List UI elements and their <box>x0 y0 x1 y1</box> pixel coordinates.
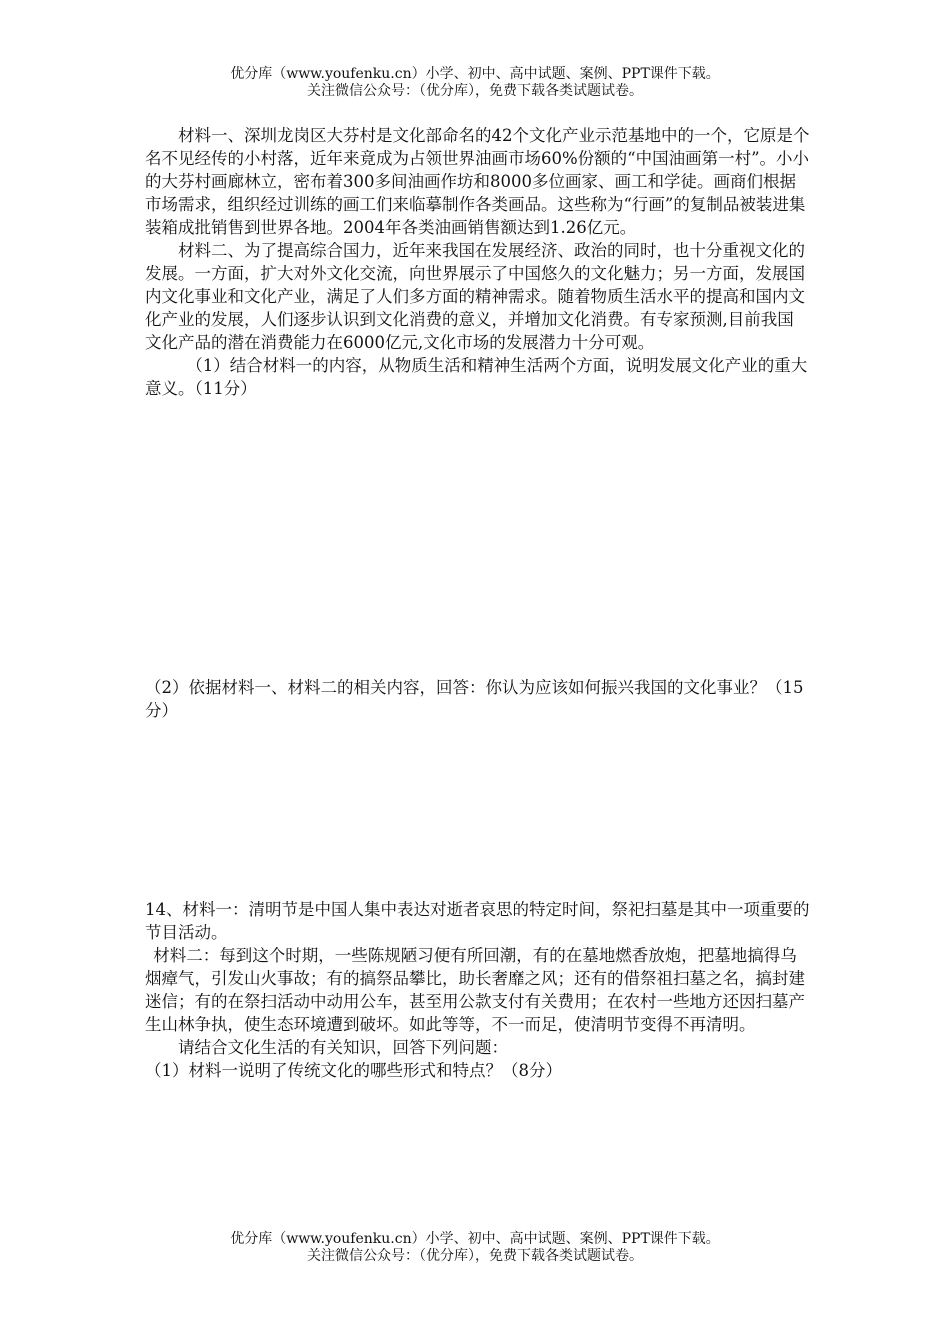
section-13-question-2 <box>145 676 810 722</box>
footer-line-2: 关注微信公众号：（优分库），免费下载各类试题试卷。 <box>307 1248 643 1264</box>
footer-line-1: 优分库（www.youfenku.cn）小学、初中、高中试题、案例、PPT课件下载。 <box>230 1231 720 1247</box>
page-footer <box>0 1231 950 1265</box>
q14-prompt: 请结合文化生活的有关知识，回答下列问题： <box>178 1038 508 1057</box>
question-2-paragraph: （2）依据材料一、材料二的相关内容，回答：你认为应该如何振兴我国的文化事业？（15分） <box>145 678 804 720</box>
q14-material-1-paragraph: 14、材料一：清明节是中国人集中表达对逝者哀思的特定时间，祭祀扫墓是其中一项重要的节目活动。 <box>145 900 810 942</box>
header-line-2: 关注微信公众号：（优分库），免费下载各类试题试卷。 <box>307 83 643 99</box>
material-1-paragraph: 材料一、深圳龙岗区大芬村是文化部命名的42个文化产业示范基地中的一个，它原是个名不见经传的小村落，近年来竟成为占领世界油画市场60%份额的“中国油画第一村”。小小的大芬村画廊林立，密布着300多间油画作坊和8000多位画家、画工和学徒。画商们根据市场需求，组织经过训练的画工们来临摹制作各类画品。这些称为“行画”的复制品被装进集装箱成批销售到世界各地。2004年各类油画销售额达到1.26亿元。 <box>145 126 810 237</box>
header-line-1: 优分库（www.youfenku.cn）小学、初中、高中试题、案例、PPT课件下载。 <box>230 66 720 82</box>
section-14 <box>145 898 810 1082</box>
material-2-paragraph: 材料二、为了提高综合国力，近年来我国在发展经济、政治的同时，也十分重视文化的发展。一方面，扩大对外文化交流，向世界展示了中国悠久的文化魅力；另一方面，发展国内文化事业和文化产业，满足了人们多方面的精神需求。随着物质生活水平的提高和国内文化产业的发展，人们逐步认识到文化消费的意义，并增加文化消费。有专家预测,目前我国文化产品的潜在消费能力在6000亿元,文化市场的发展潜力十分可观。 <box>145 241 805 352</box>
q14-material-2-paragraph: 材料二：每到这个时期，一些陈规陋习便有所回潮，有的在墓地燃香放炮，把墓地搞得乌烟瘴气，引发山火事故；有的搞祭品攀比，助长奢靡之风；还有的借祭祖扫墓之名，搞封建迷信；有的在祭扫活动中动用公车，甚至用公款支付有关费用；在农村一些地方还因扫墓产生山林争执，使生态环境遭到破坏。如此等等，不一而足，使清明节变得不再清明。 <box>145 946 805 1034</box>
question-1-paragraph: （1）结合材料一的内容，从物质生活和精神生活两个方面，说明发展文化产业的重大意义。（11分） <box>145 356 808 398</box>
page-header <box>0 66 950 100</box>
q14-question-1-paragraph: （1）材料一说明了传统文化的哪些形式和特点？（8分） <box>145 1061 562 1080</box>
section-13-materials <box>145 124 810 400</box>
